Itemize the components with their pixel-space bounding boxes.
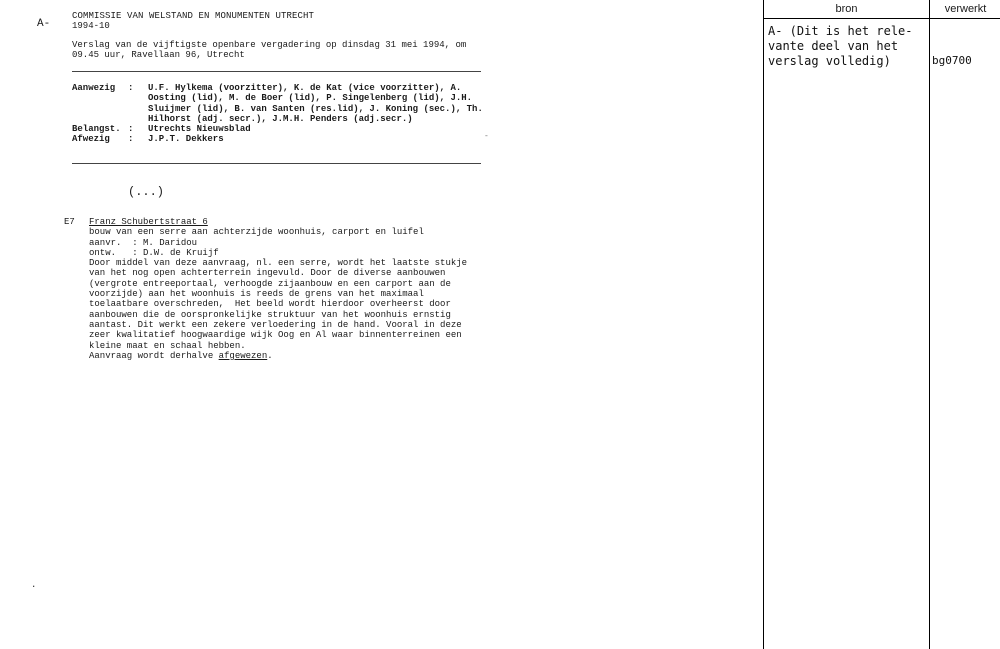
- item-line: bouw van een serre aan achterzijde woonhuis, carport en luifel: [89, 227, 424, 238]
- item-line: voorzijde) aan het woonhuis is reeds de grens van het maximaal: [89, 289, 424, 300]
- attendance-line: Oosting (lid), M. de Boer (lid), P. Singelenberg (lid), J.H.: [148, 93, 473, 104]
- bron-line: A- (Dit is het rele-: [768, 24, 913, 38]
- bron-line: vante deel van het: [768, 39, 899, 53]
- intro-line: 09.45 uur, Ravellaan 96, Utrecht: [72, 49, 245, 60]
- attendance-label: Afwezig: [72, 134, 110, 145]
- margin-mark: A-: [37, 18, 51, 30]
- attendance-row-present: [72, 83, 492, 124]
- item-line: aanbouwen die de oorspronkelijke struktuur van het woonhuis ernstig: [89, 309, 451, 320]
- attendance-colon: :: [128, 134, 134, 145]
- item-line: aantast. Dit werkt een zekere verloedering in de hand. Vooral in deze: [89, 319, 462, 330]
- item-line: kleine maat en schaal hebben.: [89, 340, 246, 351]
- item-line: (vergrote entreeportaal, verhoogde zijaanbouw en een carport aan de: [89, 278, 451, 289]
- table-header: [764, 0, 1000, 19]
- agenda-item-number: E7: [64, 217, 75, 227]
- meeting-intro: [72, 40, 492, 61]
- header-bron: bron: [835, 3, 858, 15]
- attendance-block: [72, 83, 492, 145]
- item-decision: [89, 351, 469, 361]
- attendance-names: [148, 124, 492, 134]
- commission-title: COMMISSIE VAN WELSTAND EN MONUMENTEN UTRECHT: [72, 11, 315, 21]
- decision-suffix: .: [267, 350, 273, 361]
- attendance-line: Utrechts Nieuwsblad: [148, 124, 251, 135]
- item-line: zeer kwalitatief hoogwaardige wijk Oog en Al waar binnenterreinen een: [89, 330, 462, 341]
- attendance-colon: :: [128, 124, 134, 135]
- item-address: Franz Schubertstraat 6: [89, 217, 208, 227]
- report-number: 1994-10: [72, 21, 110, 32]
- attendance-line: U.F. Hylkema (voorzitter), K. de Kat (vice voorzitter), A.: [148, 83, 462, 93]
- document-header: [72, 11, 492, 60]
- divider-bottom: [72, 163, 481, 164]
- attendance-label: Aanwezig: [72, 83, 116, 93]
- attendance-colon: :: [128, 83, 134, 93]
- divider-top: [72, 71, 481, 72]
- decision-word: afgewezen: [218, 350, 268, 361]
- attendance-row-absent: [72, 134, 492, 144]
- scan-speck: ·: [31, 582, 37, 592]
- decision-prefix: Aanvraag wordt derhalve: [89, 350, 219, 361]
- omission-marker: (...): [128, 185, 165, 199]
- attendance-line: Hilhorst (adj. secr.), J.M.H. Penders (adj.secr.): [148, 113, 413, 124]
- column-divider: [929, 0, 930, 649]
- attendance-names: [148, 134, 492, 144]
- attendance-row-interested: [72, 124, 492, 134]
- verwerkt-code: bg0700: [932, 54, 972, 67]
- archive-side-table: [763, 0, 1000, 649]
- bron-note: [768, 24, 926, 69]
- item-line: van het nog open achterterrein ingevuld. Door de diverse aanbouwen: [89, 268, 446, 279]
- attendance-line: J.P.T. Dekkers: [148, 134, 224, 145]
- scan-speck: -: [484, 132, 489, 141]
- header-verwerkt: verwerkt: [944, 3, 987, 15]
- bron-line: verslag volledig): [768, 54, 891, 68]
- attendance-names: [148, 83, 492, 124]
- item-line: aanvr. : M. Daridou: [89, 237, 198, 248]
- intro-line: Verslag van de vijftigste openbare vergadering op dinsdag 31 mei 1994, om: [72, 39, 467, 50]
- item-line: ontw. : D.W. de Kruijf: [89, 247, 219, 258]
- agenda-item-body: [89, 217, 469, 361]
- attendance-label: Belangst.: [72, 124, 121, 135]
- attendance-line: Sluijmer (lid), B. van Santen (res.lid), J. Koning (sec.), Th.: [148, 103, 483, 114]
- item-line: toelaatbare overschreden, Het beeld wordt hierdoor overheerst door: [89, 299, 451, 310]
- item-line: Door middel van deze aanvraag, nl. een serre, wordt het laatste stukje: [89, 258, 468, 269]
